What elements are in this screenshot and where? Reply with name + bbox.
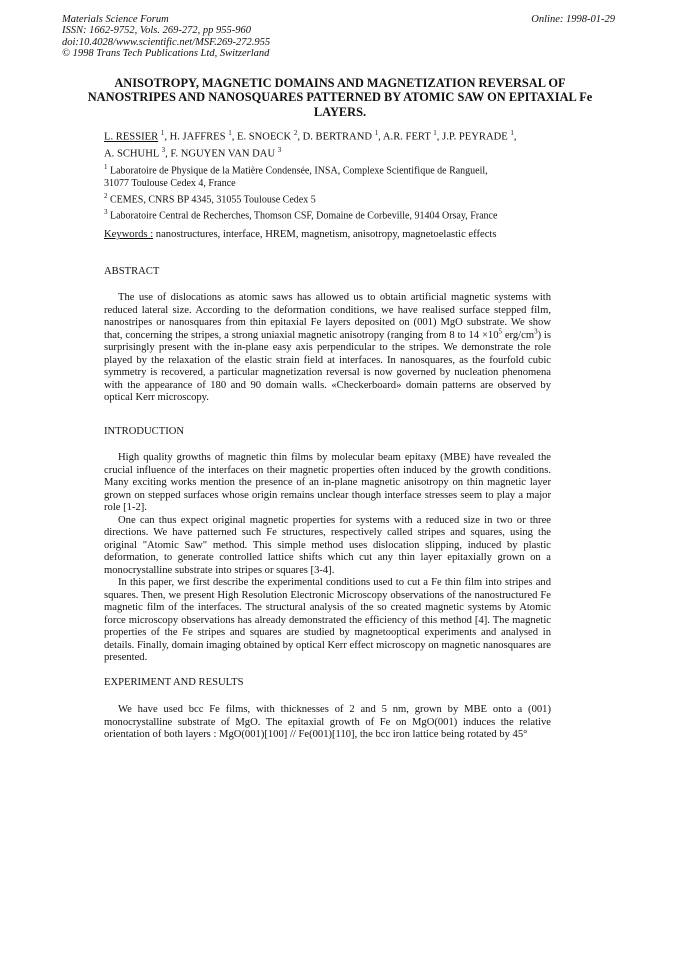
affil-mark: 1 [228,129,232,137]
author-schuhl: A. SCHUHL [104,148,159,160]
abstract-sup-2: 3 [534,326,538,335]
affil-mark: 1 [104,163,108,172]
author-jaffres: H. JAFFRES [169,131,226,143]
intro-paragraph-1: High quality growths of magnetic thin films by molecular beam epitaxy (MBE) have revealed the crucial influence of the interfaces on their magnetic properties often induced by the growth conditions. Many exciting works mention the presence of an in-plane magnetic anisotropy on thin magnetic layer grown on stepped surfaces whose origin remains unclear though interface stresses seem to play a major role [1-2]. [104,452,551,513]
paper-title: ANISOTROPY, MAGNETIC DOMAINS AND MAGNETIZATION REVERSAL OF NANOSTRIPES AND NANOSQUARES PATTERNED BY ATOMIC SAW ON EPITAXIAL Fe LAYERS. [87,76,593,119]
abstract-heading: ABSTRACT [104,266,160,277]
online-date: Online: 1998-01-29 [531,14,615,25]
author-fert: A.R. FERT [382,131,431,143]
author-nguyen: F. NGUYEN VAN DAU [170,148,276,160]
affiliation-3 [104,206,554,222]
experiment-paragraph-1: We have used bcc Fe films, with thicknesses of 2 and 5 nm, grown by MBE onto a (001) monocrystalline substrate of MgO. The epitaxial growth of Fe on MgO(001) induces the relative orientation of both layers : MgO(001)[100] // Fe(001)[110], the bcc iron lattice being rotated by 45° [104,704,551,740]
author-ressier: L. RESSIER [104,131,159,143]
affil-mark: 1 [374,129,379,137]
author-snoeck: E. SNOECK [237,131,292,143]
intro-paragraph-3: In this paper, we first describe the experimental conditions used to cut a Fe thin film into stripes and squares. Then, we present High Resolution Electronic Microscopy observations of the nanostructured Fe magnetic film of the interfaces. The structural analysis of the so created magnetic systems by Atomic force microscopy observations has already demonstrated the efficiency of this method [4]. The magnetic properties of the Fe stripes and squares are studied by magnetooptical experiments and analysed in details. Finally, domain imaging obtained by optical Kerr effect microscopy on magnetic nanosquares are presented. [104,577,551,663]
abstract-text-3: ) is surprisingly present with the in-plane easy axis perpendicular to the stripes. We demonstrate the role played by the relaxation of the elastic strain field at interfaces. In nanosquares, as the fourfold cubic symmetry is recovered, a particular magnetization reversal is now governed by nucleation phenomena with the appearance of 180 and 90 domain walls. «Checkerboard» domain patterns are observed by optical Kerr microscopy. [104,329,552,403]
experiment-heading: EXPERIMENT AND RESULTS [104,677,244,688]
keywords [104,229,496,240]
affil-mark: 2 [293,129,298,137]
author-peyrade: J.P. PEYRADE [442,131,508,143]
affiliation-2 [104,190,554,206]
introduction-heading: INTRODUCTION [104,426,185,437]
abstract-sup-1: 5 [498,326,503,335]
affiliation-1 [104,161,554,189]
affil-mark: 3 [161,146,166,155]
journal-header [62,14,270,60]
affiliation-1-city: 31077 Toulouse Cedex 4, France [104,177,236,189]
journal-name: Materials Science Forum [62,14,169,25]
affil-mark: 3 [277,146,282,155]
keywords-label: Keywords : [104,229,154,240]
author-line-2: A. SCHUHL $^3$, F. NGUYEN VAN DAU $^3$ [104,146,282,160]
affiliation-1-text: Laboratoire de Physique de la Matière Condensée, INSA, Complexe Scientifique de Rangueil, [110,165,488,177]
experiment-body [104,704,551,742]
keywords-text: nanostructures, interface, HREM, magnetism, anisotropy, magnetoelastic effects [155,229,497,240]
doi-line: doi:10.4028/www.scientific.net/MSF.269-272.955 [62,36,271,48]
abstract-body [104,292,551,405]
abstract-text-1: The use of dislocations as atomic saws has allowed us to obtain artificial magnetic systems with reduced lateral size. According to the deformation conditions, we have realised surface stepped film, nanostripes or nanosquares from thin epitaxial Fe layers deposited on (001) MgO substrate. We show that, concerning the stripes, a strong uniaxial magnetic anisotropy (ranging from 8 to 14 ×10 [104,292,551,341]
intro-paragraph-2: One can thus expect original magnetic properties for systems with a reduced size in two or three directions. We have patterned such Fe structures, respectively called stripes and squares, using the original "Atomic Saw" method. This simple method uses dislocation slipping, induced by plastic deformation, to generate controlled lattice shifts which cut any thin layer epitaxially grown on a monocrystalline substrate into stripes or squares [3-4]. [104,514,551,576]
author-bertrand: D. BERTRAND [302,131,373,143]
affil-mark: 3 [104,207,108,216]
issn-line: ISSN: 1662-9752, Vols. 269-272, pp 955-960 [62,25,251,37]
introduction-body [104,452,551,665]
affil-mark: 1 [433,129,437,137]
copyright-line: © 1998 Trans Tech Publications Ltd, Switzerland [62,48,270,60]
affiliation-3-text: Laboratoire Central de Recherches, Thomson CSF, Domaine de Corbeville, 91404 Orsay, France [110,210,498,222]
affil-mark: 1 [510,129,514,137]
affiliation-2-text: CEMES, CNRS BP 4345, 31055 Toulouse Cedex 5 [110,193,316,205]
affil-mark: 1 [160,129,165,137]
abstract-text-2: erg/cm [502,329,535,341]
author-line-1: L. RESSIER $^1$, H. JAFFRES $^1$, E. SNOECK $^2$, D. BERTRAND $^1$, A.R. FERT $^1$, J.P. PEYRADE $^1$, [104,129,517,143]
affil-mark: 2 [104,191,108,200]
author-block [104,127,554,222]
